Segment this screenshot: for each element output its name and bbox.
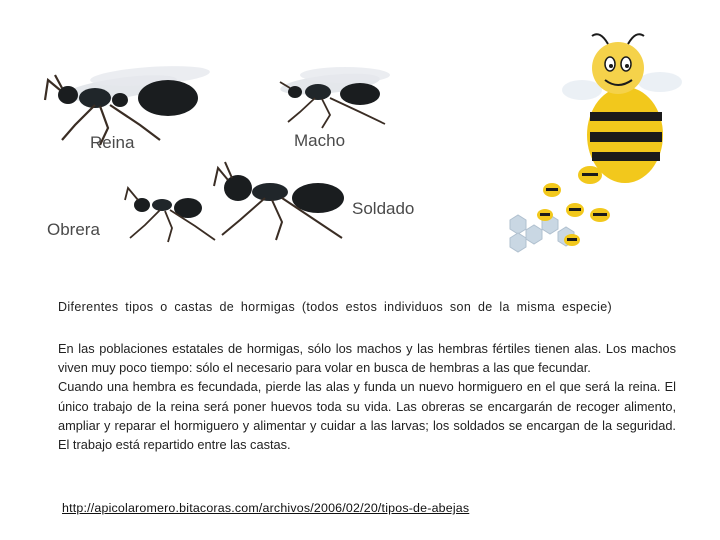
small-bees-illustration <box>510 166 610 252</box>
label-soldado: Soldado <box>352 199 415 218</box>
label-macho: Macho <box>294 131 346 150</box>
source-link[interactable]: http://apicolaromero.bitacoras.com/archivos/2006/02/20/tipos-de-abejas <box>62 501 470 515</box>
cartoon-bee-illustration <box>562 34 682 183</box>
soldier-ant <box>214 162 344 240</box>
figure-caption: Diferentes tipos o castas de hormigas (todos estos individuos son de la misma especie) <box>58 300 613 314</box>
paragraph-queen-workers: Cuando una hembra es fecundada, pierde las alas y funda un nuevo hormiguero en el que será la reina. El único trabajo de la reina será poner huevos toda su vida. Las obreras se encargarán de recoger alimento, ampliar y reparar el hormiguero y alimentar y cuidar a las larvas; los soldados se encargan de la seguridad. El trabajo está repartido entre las castas. <box>58 379 676 453</box>
male-ant <box>279 67 390 128</box>
label-obrera: Obrera <box>47 220 100 239</box>
worker-ant <box>125 188 215 242</box>
label-reina: Reina <box>90 133 135 152</box>
paragraph-males: En las poblaciones estatales de hormigas, sólo los machos y las hembras fértiles tienen alas. Los machos viven muy poco tiempo: sólo el necesario para volar en busca de hembras a las que fecundar. <box>58 341 676 376</box>
body-text <box>58 339 676 454</box>
